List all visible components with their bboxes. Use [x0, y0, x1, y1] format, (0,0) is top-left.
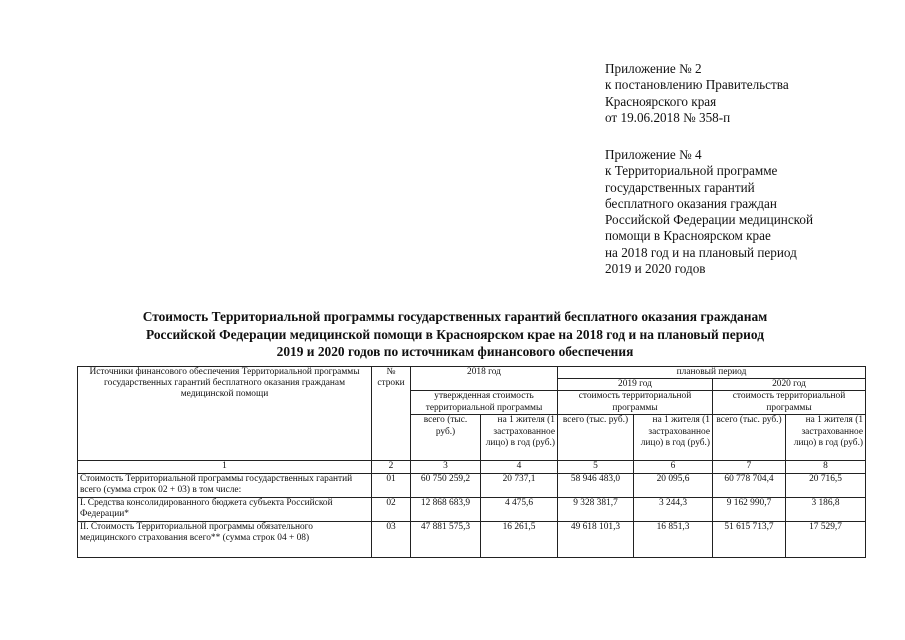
cell-total-2018: 12 868 683,9: [411, 497, 481, 521]
column-number: 6: [634, 461, 713, 473]
header-year-2020: 2020 год: [713, 379, 866, 391]
appendix-line: от 19.06.2018 № 358-п: [605, 109, 731, 125]
cell-total-2019: 49 618 101,3: [558, 521, 634, 557]
title-line: Российской Федерации медицинской помощи в Красноярском крае на 2018 год и на плановый период: [146, 326, 764, 342]
header-approved-cost: утвержденная стоимость территориальной программы: [411, 391, 558, 415]
cell-total-2019: 9 328 381,7: [558, 497, 634, 521]
row-name: Стоимость Территориальной программы государственных гарантий всего (сумма строк 02 + 03) в том числе:: [78, 473, 372, 497]
column-number: 2: [372, 461, 411, 473]
appendix-line: к Территориальной программе: [605, 163, 778, 179]
header-per-capita-2019: на 1 жителя (1 застрахованное лицо) в год (руб.): [634, 415, 713, 461]
table-row: [78, 521, 866, 557]
cell-per-capita-2018: 16 261,5: [481, 521, 558, 557]
header-row-number: № строки: [372, 367, 411, 461]
title-line: 2019 и 2020 годов по источникам финансового обеспечения: [276, 344, 634, 359]
title-line: Стоимость Территориальной программы государственных гарантий бесплатного оказания гражданам: [142, 309, 768, 324]
cell-per-capita-2019: 16 851,3: [634, 521, 713, 557]
header-total-2018: всего (тыс. руб.): [411, 415, 481, 461]
appendix-line: бесплатного оказания граждан: [605, 195, 777, 211]
cell-per-capita-2018: 4 475,6: [481, 497, 558, 521]
row-code: 01: [372, 473, 411, 497]
column-number: 5: [558, 461, 634, 473]
cell-total-2020: 60 778 704,4: [713, 473, 786, 497]
column-number: 3: [411, 461, 481, 473]
cell-per-capita-2019: 20 095,6: [634, 473, 713, 497]
appendix-line: на 2018 год и на плановый период: [605, 244, 797, 260]
cell-total-2018: 60 750 259,2: [411, 473, 481, 497]
appendix-line: помощи в Красноярском крае: [605, 228, 771, 244]
cell-per-capita-2019: 3 244,3: [634, 497, 713, 521]
header-per-capita-2020: на 1 жителя (1 застрахованное лицо) в год (руб.): [786, 415, 866, 461]
row-name: I. Средства консолидированного бюджета субъекта Российской Федерации*: [78, 497, 372, 521]
column-number: 1: [78, 461, 372, 473]
header-cost-2019: стоимость территориальной программы: [558, 391, 713, 415]
appendix-secondary: [605, 147, 813, 277]
cell-per-capita-2018: 20 737,1: [481, 473, 558, 497]
appendix-line: Красноярского края: [605, 93, 717, 109]
header-source: Источники финансового обеспечения Территориальной программы государственных гарантий бесплатного оказания гражданам медицинской помощи: [78, 367, 372, 461]
appendix-line: Приложение № 4: [605, 147, 702, 162]
column-number: 8: [786, 461, 866, 473]
cell-total-2018: 47 881 575,3: [411, 521, 481, 557]
cell-total-2020: 51 615 713,7: [713, 521, 786, 557]
header-per-capita-2018: на 1 жителя (1 застрахованное лицо) в год (руб.): [481, 415, 558, 461]
appendix-line: государственных гарантий: [605, 179, 755, 195]
appendix-line: к постановлению Правительства: [605, 77, 789, 93]
header-year-2019: 2019 год: [558, 379, 713, 391]
column-number: 4: [481, 461, 558, 473]
column-number-row: [78, 461, 866, 473]
cell-total-2020: 9 162 990,7: [713, 497, 786, 521]
appendix-line: Приложение № 2: [605, 61, 702, 76]
row-code: 03: [372, 521, 411, 557]
document-title: [60, 308, 850, 361]
cell-total-2019: 58 946 483,0: [558, 473, 634, 497]
header-cost-2020: стоимость территориальной программы: [713, 391, 866, 415]
table-row: [78, 497, 866, 521]
header-year-2018: 2018 год: [411, 367, 558, 391]
cell-per-capita-2020: 3 186,8: [786, 497, 866, 521]
appendix-line: Российской Федерации медицинской: [605, 212, 814, 228]
row-name: II. Стоимость Территориальной программы обязательного медицинского страхования всего** (сумма строк 04 + 08): [78, 521, 372, 557]
appendix-line: 2019 и 2020 годов: [605, 261, 706, 277]
header-total-2019: всего (тыс. руб.): [558, 415, 634, 461]
column-number: 7: [713, 461, 786, 473]
header-total-2020: всего (тыс. руб.): [713, 415, 786, 461]
cell-per-capita-2020: 20 716,5: [786, 473, 866, 497]
table-row: [78, 473, 866, 497]
appendix-main: [605, 61, 789, 126]
cell-per-capita-2020: 17 529,7: [786, 521, 866, 557]
row-code: 02: [372, 497, 411, 521]
header-planned-period: плановый период: [558, 367, 866, 379]
cost-table: [77, 366, 866, 558]
